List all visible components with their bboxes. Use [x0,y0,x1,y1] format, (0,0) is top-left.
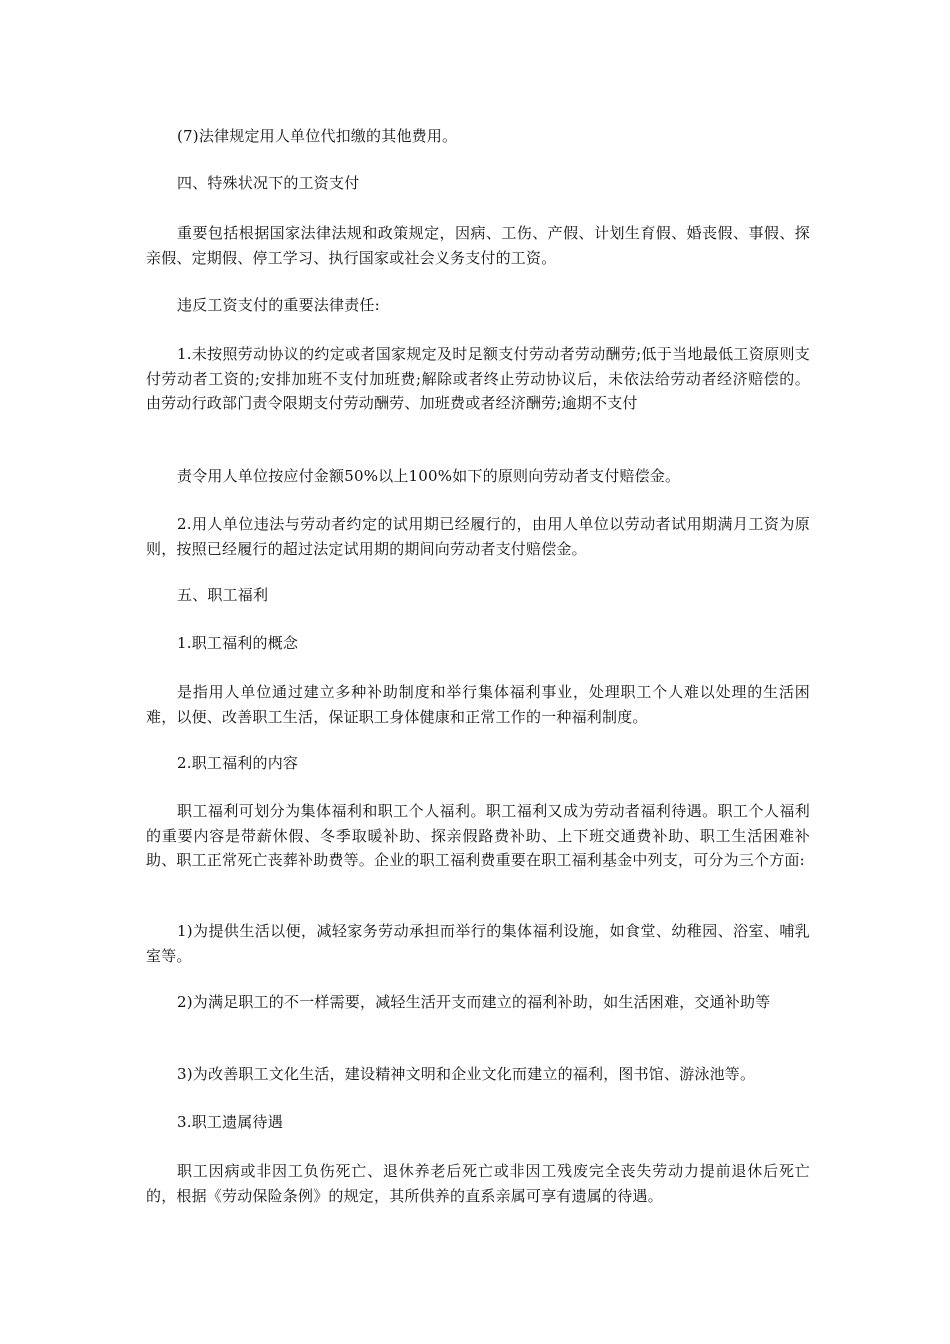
paragraph-welfare-content: 职工福利可划分为集体福利和职工个人福利。职工福利又成为劳动者福利待遇。职工个人福利的重要内容是带薪休假、冬季取暖补助、探亲假路费补助、上下班交通费补助、职工生活困难补助、职工正常死亡丧葬补助费等。企业的职工福利费重要在职工福利基金中列支，可分为三个方面: [146,802,810,869]
paragraph-deduction-item-7: (7)法律规定用人单位代扣缴的其他费用。 [177,127,458,145]
heading-employee-welfare: 五、职工福利 [177,586,269,604]
heading-welfare-content: 2.职工福利的内容 [177,754,299,772]
paragraph-liability-item-2: 2.用人单位违法与劳动者约定的试用期已经履行的，由用人单位以劳动者试用期满月工资为原则，按照已经履行的超过法定试用期的期间向劳动者支付赔偿金。 [146,515,810,558]
paragraph-compensation-rule: 责令用人单位按应付金额50%以上100%如下的原则向劳动者支付赔偿金。 [177,467,681,485]
paragraph-welfare-aspect-2: 2)为满足职工的不一样需要，减轻生活开支而建立的福利补助，如生活困难，交通补助等 [177,993,771,1011]
paragraph-welfare-aspect-1: 1)为提供生活以便，减轻家务劳动承担而举行的集体福利设施，如食堂、幼稚园、浴室、哺乳室等。 [146,922,810,965]
paragraph-survivor-benefits: 职工因病或非因工负伤死亡、退休养老后死亡或非因工残废完全丧失劳动力提前退休后死亡的，根据《劳动保险条例》的规定，其所供养的直系亲属可享有遗属的待遇。 [146,1162,810,1205]
paragraph-liability-item-1: 1.未按照劳动协议的约定或者国家规定及时足额支付劳动者劳动酬劳;低于当地最低工资原则支付劳动者工资的;安排加班不支付加班费;解除或者终止劳动协议后，未依法给劳动者经济赔偿的。由劳动行政部门责令限期支付劳动酬劳、加班费或者经济酬劳;逾期不支付 [146,345,810,412]
heading-survivor-benefits: 3.职工遗属待遇 [177,1113,283,1131]
paragraph-welfare-concept: 是指用人单位通过建立多种补助制度和举行集体福利事业，处理职工个人难以处理的生活困难，以便、改善职工生活，保证职工身体健康和正常工作的一种福利制度。 [146,683,810,726]
heading-welfare-concept: 1.职工福利的概念 [177,634,299,652]
paragraph-special-wage-description: 重要包括根据国家法律法规和政策规定，因病、工伤、产假、计划生育假、婚丧假、事假、探亲假、定期假、停工学习、执行国家或社会义务支付的工资。 [146,224,810,267]
heading-special-wage-payment: 四、特殊状况下的工资支付 [177,174,360,192]
heading-legal-liability: 违反工资支付的重要法律责任: [177,296,380,314]
paragraph-welfare-aspect-3: 3)为改善职工文化生活，建设精神文明和企业文化而建立的福利，图书馆、游泳池等。 [177,1065,756,1083]
